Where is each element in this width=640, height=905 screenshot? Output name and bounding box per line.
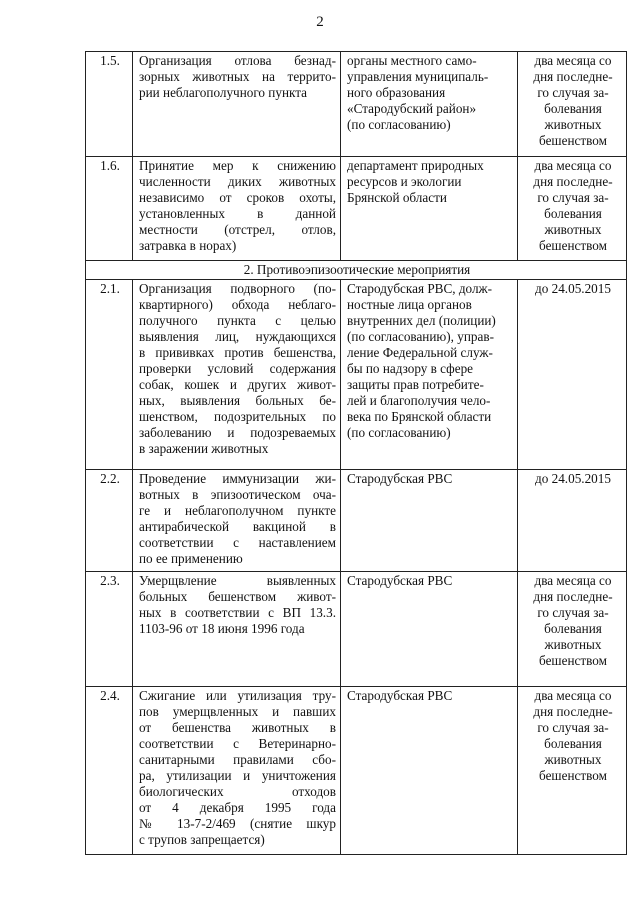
action-cell (133, 52, 341, 157)
text-line: бешенством (539, 653, 607, 668)
text-line: болевания (544, 621, 602, 636)
text-line: дня последне- (533, 704, 613, 719)
text-line: ного образования (347, 85, 446, 100)
text-line: санитарными правилами сбо- (139, 752, 336, 767)
deadline-cell (518, 470, 627, 572)
text-line: го случая за- (537, 190, 609, 205)
text-line: ление Федеральной служ- (347, 345, 493, 360)
text-line: ресурсов и экологии (347, 174, 462, 189)
action-cell (133, 687, 341, 855)
text-line: дня последне- (533, 589, 613, 604)
text-line: № 13-7-2/469 (снятие шкур (139, 816, 336, 831)
text-line: Организация отлова безнад- (139, 53, 336, 68)
deadline-cell (518, 52, 627, 157)
text-line: болевания (544, 736, 602, 751)
text-line: Стародубская РВС (347, 688, 453, 703)
text-line: защиты прав потребите- (347, 377, 484, 392)
text-line: бешенством (539, 133, 607, 148)
table-row (86, 470, 627, 572)
text-line: местности (отстрел, отлов, (139, 222, 336, 237)
item-number: 2.2. (86, 470, 133, 572)
action-cell (133, 280, 341, 470)
text-line: Принятие мер к снижению (139, 158, 336, 173)
text-line: два месяца со (534, 53, 612, 68)
text-line: (по согласованию), управ- (347, 329, 494, 344)
text-line: проверки условий содержания (139, 361, 336, 376)
text-line: ра, утилизации и уничтожения (139, 768, 336, 783)
deadline-cell (518, 157, 627, 261)
responsible-cell (341, 470, 518, 572)
text-line: затравка в норах) (139, 238, 237, 253)
responsible-cell (341, 687, 518, 855)
item-number: 1.6. (86, 157, 133, 261)
text-line: Стародубская РВС (347, 471, 453, 486)
text-line: Проведение иммунизации жи- (139, 471, 336, 486)
text-line: с трупов запрещается) (139, 832, 265, 847)
text-line: зорных животных на террито- (139, 69, 336, 84)
text-line: Брянской области (347, 190, 447, 205)
responsible-cell (341, 280, 518, 470)
text-line: департамент природных (347, 158, 484, 173)
page-number: 2 (316, 14, 324, 30)
text-line: бы по надзору в сфере (347, 361, 474, 376)
text-line: го случая за- (537, 720, 609, 735)
text-line: века по Брянской области (347, 409, 492, 424)
text-line: (по согласованию) (347, 117, 451, 132)
measures-table (85, 51, 627, 855)
text-line: Стародубская РВС, долж- (347, 281, 493, 296)
text-line: бешенством (539, 238, 607, 253)
text-line: 1103-96 от 18 июня 1996 года (139, 621, 305, 636)
text-line: вотных в эпизоотическом оча- (139, 487, 336, 502)
text-line: биологических отходов (139, 784, 336, 799)
text-line: от 4 декабря 1995 года (139, 800, 336, 815)
text-line: пов умерщвленных и павших (139, 704, 336, 719)
table-row (86, 280, 627, 470)
responsible-cell (341, 157, 518, 261)
text-line: животных (544, 222, 602, 237)
text-line: получного пункта с целью (139, 313, 336, 328)
text-line: бешенством (539, 768, 607, 783)
item-number: 2.3. (86, 572, 133, 687)
text-line: больных бешенством живот- (139, 589, 336, 604)
table-row (86, 687, 627, 855)
deadline-cell (518, 280, 627, 470)
text-line: лей и благополучия чело- (347, 393, 491, 408)
text-line: (по согласованию) (347, 425, 451, 440)
text-line: от бешенства животных в (139, 720, 336, 735)
table-row (86, 572, 627, 687)
section-title: 2. Противоэпизоотические мероприятия (86, 261, 627, 280)
table-row (86, 52, 627, 157)
text-line: соответствии с Ветеринарно- (139, 736, 336, 751)
text-line: в заражении животных (139, 441, 269, 456)
responsible-cell (341, 572, 518, 687)
text-line: независимо от сроков охоты, (139, 190, 336, 205)
text-line: Организация подворного (по- (139, 281, 336, 296)
text-line: соответствии с наставлением (139, 535, 336, 550)
text-line: «Стародубский район» (347, 101, 477, 116)
text-line: ных, выявления больных бе- (139, 393, 336, 408)
text-line: заболеванию и подозреваемых (139, 425, 336, 440)
text-line: Стародубская РВС (347, 573, 453, 588)
text-line: антирабической вакциной в (139, 519, 336, 534)
item-number: 2.4. (86, 687, 133, 855)
table-row (86, 157, 627, 261)
text-line: Умерщвление выявленных (139, 573, 336, 588)
text-line: два месяца со (534, 158, 612, 173)
text-line: ных в соответствии с ВП 13.3. (139, 605, 336, 620)
text-line: болевания (544, 206, 602, 221)
text-line: численности диких животных (139, 174, 336, 189)
text-line: два месяца со (534, 573, 612, 588)
text-line: установленных в данной (139, 206, 336, 221)
text-line: по ее применению (139, 551, 243, 566)
text-line: квартирного) обхода неблаго- (139, 297, 336, 312)
text-line: выявления лиц, нуждающихся (139, 329, 336, 344)
text-line: го случая за- (537, 605, 609, 620)
text-line: ностные лица органов (347, 297, 472, 312)
text-line: ге и неблагополучном пункте (139, 503, 336, 518)
text-line: в прививках против бешенства, (139, 345, 336, 360)
text-line: органы местного само- (347, 53, 477, 68)
text-line: Сжигание или утилизация тру- (139, 688, 336, 703)
text-line: дня последне- (533, 174, 613, 189)
text-line: животных (544, 637, 602, 652)
action-cell (133, 470, 341, 572)
action-cell (133, 572, 341, 687)
text-line: до 24.05.2015 (535, 281, 611, 296)
item-number: 2.1. (86, 280, 133, 470)
action-cell (133, 157, 341, 261)
text-line: управления муниципаль- (347, 69, 489, 84)
text-line: болевания (544, 101, 602, 116)
text-line: два месяца со (534, 688, 612, 703)
deadline-cell (518, 572, 627, 687)
text-line: внутренних дел (полиции) (347, 313, 496, 328)
deadline-cell (518, 687, 627, 855)
item-number: 1.5. (86, 52, 133, 157)
text-line: животных (544, 117, 602, 132)
responsible-cell (341, 52, 518, 157)
text-line: дня последне- (533, 69, 613, 84)
text-line: шенством, подозрительных по (139, 409, 336, 424)
text-line: собак, кошек и других живот- (139, 377, 336, 392)
text-line: до 24.05.2015 (535, 471, 611, 486)
text-line: го случая за- (537, 85, 609, 100)
text-line: животных (544, 752, 602, 767)
text-line: рии неблагополучного пункта (139, 85, 308, 100)
section-row (86, 261, 627, 280)
